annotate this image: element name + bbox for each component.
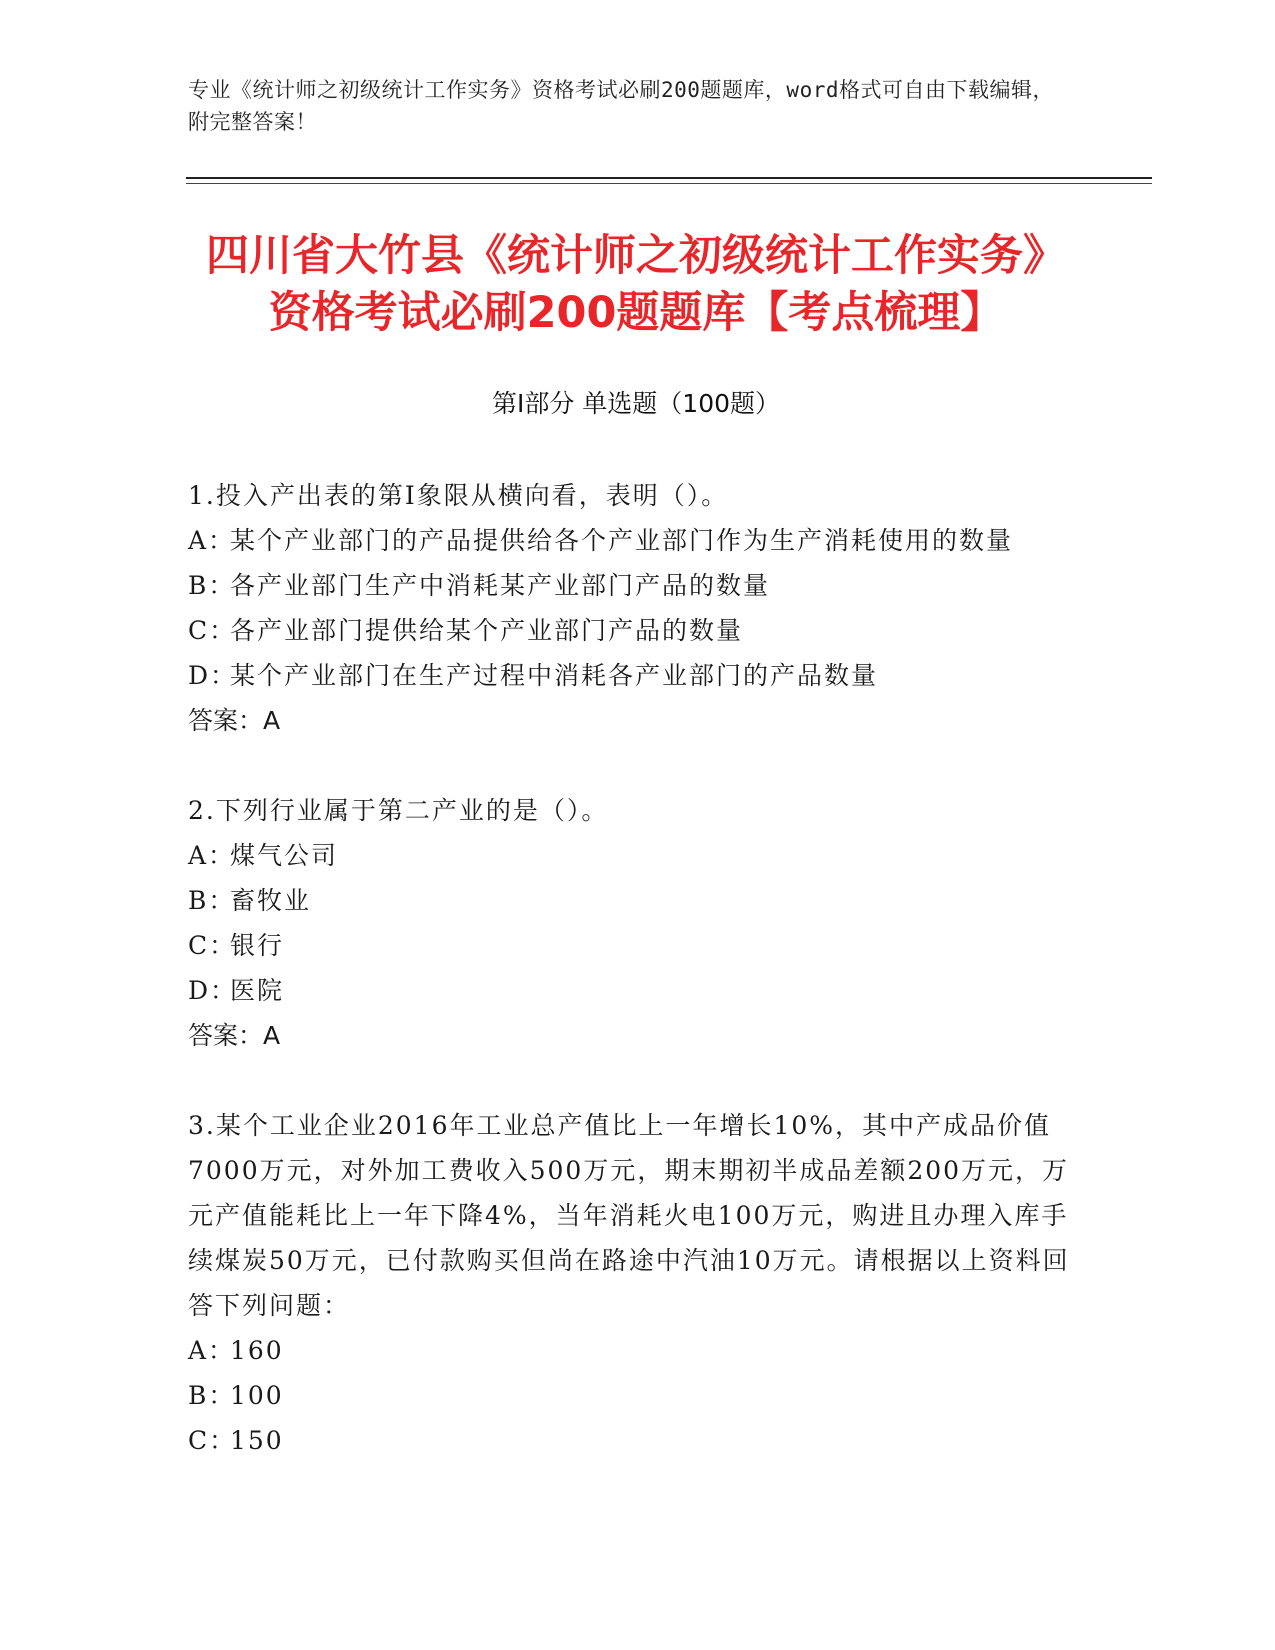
document-title: 四川省大竹县《统计师之初级统计工作实务》资格考试必刷200题题库【考点梳理】 (206, 231, 1066, 338)
option-text: 各产业部门提供给某个产业部门产品的数量 (230, 616, 744, 645)
question-3 (188, 1103, 1088, 1463)
question-2 (188, 788, 1088, 1058)
option-key: C： (188, 1426, 237, 1455)
option-text: 医院 (230, 976, 285, 1005)
option-b (188, 563, 1088, 608)
option-key: D： (188, 661, 238, 690)
header-divider-thick (186, 177, 1152, 179)
answer: 答案：A (188, 706, 281, 735)
option-text: 160 (230, 1336, 284, 1365)
option-text: 100 (230, 1381, 284, 1410)
answer: 答案：A (188, 1021, 281, 1050)
option-key: D： (188, 976, 238, 1005)
question-stem: 2.下列行业属于第二产业的是（）。 (188, 796, 609, 825)
question-spacer (188, 1058, 1088, 1103)
option-key: A： (188, 526, 236, 555)
question-1 (188, 473, 1088, 743)
option-text: 150 (230, 1426, 284, 1455)
option-text: 畜牧业 (230, 886, 312, 915)
option-a (188, 518, 1088, 563)
option-key: B： (188, 571, 236, 600)
option-c (188, 1418, 1088, 1463)
option-a (188, 833, 1088, 878)
question-list (188, 473, 1088, 1463)
option-key: C： (188, 931, 237, 960)
question-stem: 3.某个工业企业2016年工业总产值比上一年增长10%，其中产成品价值7000万元，对外加工费收入500万元，期末期初半成品差额200万元，万元产值能耗比上一年下降4%，当年消耗火电100万元，购进且办理入库手续煤炭50万元，已付款购买但尚在路途中汽油10万元。请根据以上资料回答下列问题： (188, 1111, 1070, 1320)
option-d (188, 653, 1088, 698)
option-key: A： (188, 841, 236, 870)
option-text: 某个产业部门的产品提供给各个产业部门作为生产消耗使用的数量 (230, 526, 1014, 555)
header-divider-thin (186, 183, 1152, 184)
option-text: 煤气公司 (230, 841, 339, 870)
option-d (188, 968, 1088, 1013)
section-title: 第I部分 单选题（100题） (491, 389, 781, 418)
option-key: B： (188, 1381, 236, 1410)
option-c (188, 923, 1088, 968)
option-b (188, 1373, 1088, 1418)
question-spacer (188, 743, 1088, 788)
question-stem: 1.投入产出表的第Ⅰ象限从横向看，表明（）。 (188, 481, 729, 510)
option-text: 某个产业部门在生产过程中消耗各产业部门的产品数量 (230, 661, 879, 690)
option-key: C： (188, 616, 237, 645)
option-text: 银行 (230, 931, 285, 960)
option-c (188, 608, 1088, 653)
option-key: A： (188, 1336, 236, 1365)
option-key: B： (188, 886, 236, 915)
option-b (188, 878, 1088, 923)
option-a (188, 1328, 1088, 1373)
option-text: 各产业部门生产中消耗某产业部门产品的数量 (230, 571, 771, 600)
header-note: 专业《统计师之初级统计工作实务》资格考试必刷200题题库，word格式可自由下载编辑，附完整答案！ (188, 78, 1054, 134)
